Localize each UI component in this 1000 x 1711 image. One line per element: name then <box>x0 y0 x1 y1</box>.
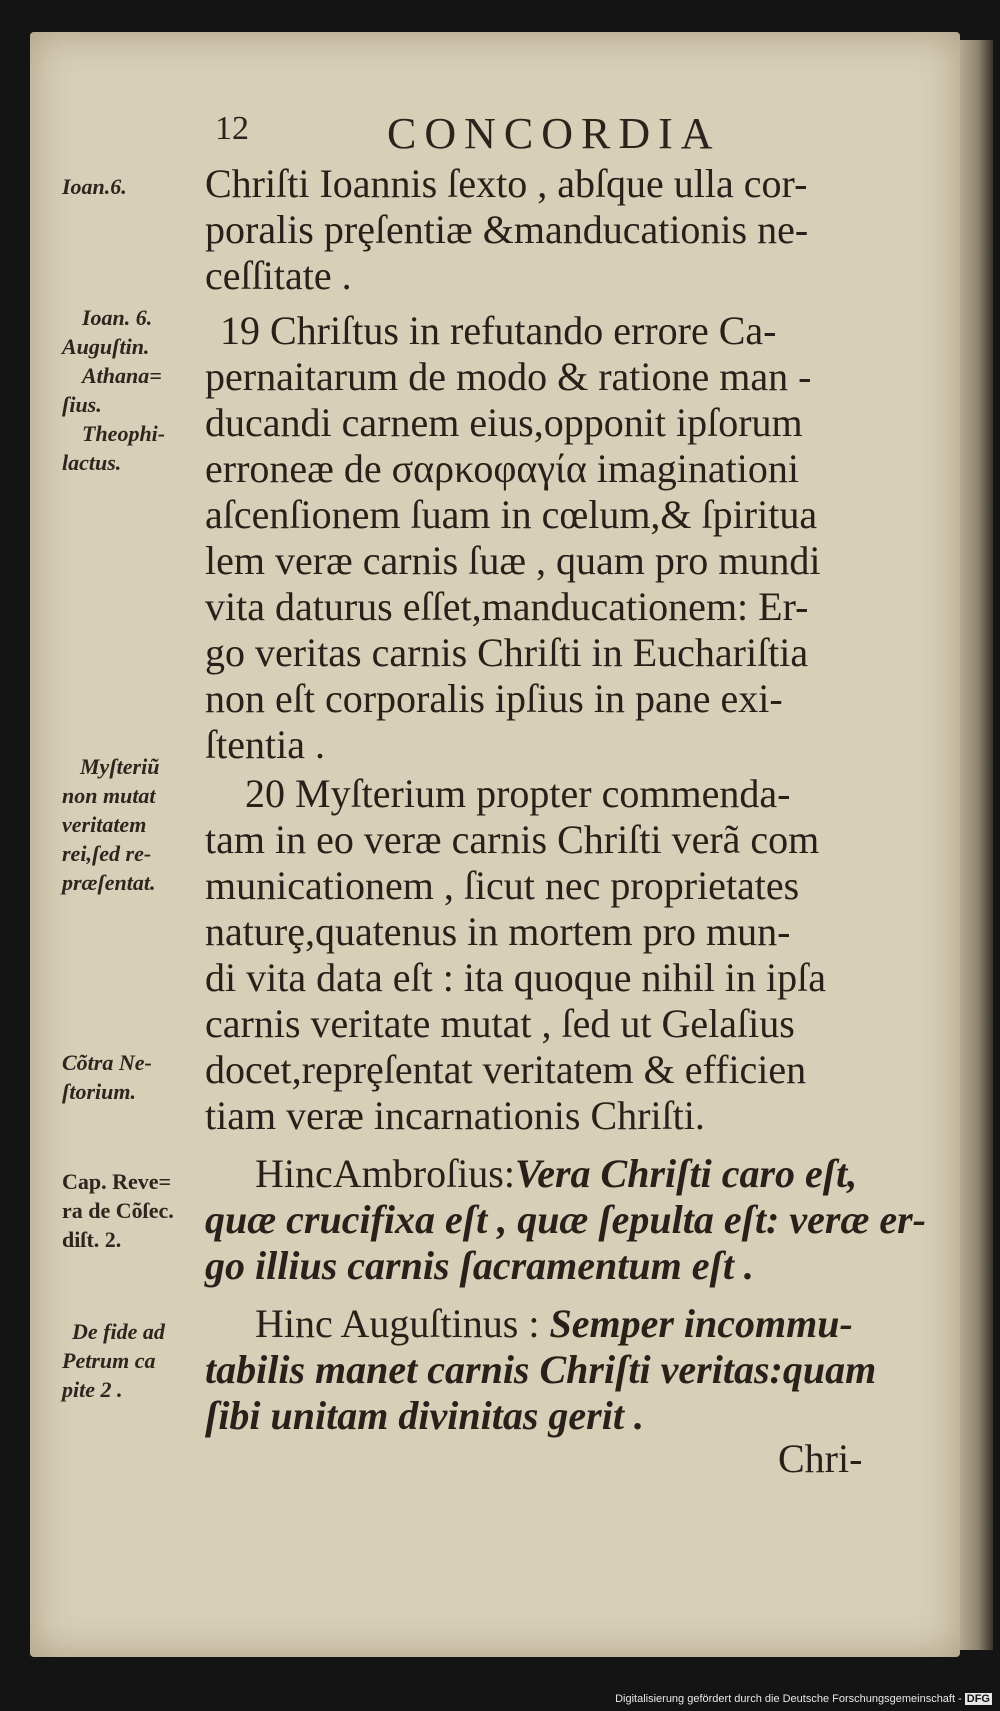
page-number: 12 <box>215 110 249 147</box>
text-line: tam in eo veræ carnis Chriſti verã com <box>205 817 820 862</box>
ambrosius-line <box>255 1150 857 1198</box>
margin-line: ſius. <box>62 392 102 417</box>
margin-line: non mutat <box>62 783 156 808</box>
text-line: di vita data eſt : ita quoque nihil in ipſa <box>205 955 826 1000</box>
text-line: erroneæ de σαρκοφαγία imaginationi <box>205 446 799 491</box>
margin-line: Petrum ca <box>62 1348 156 1373</box>
margin-line: ſtorium. <box>62 1079 136 1104</box>
text-line: go veritas carnis Chriſti in Euchariſtia <box>205 630 809 675</box>
margin-line: Auguſtin. <box>62 334 150 359</box>
margin-line: lactus. <box>62 450 122 475</box>
margin-line: Ioan. 6. <box>82 305 153 330</box>
margin-line: ra de Cõſec. <box>62 1198 174 1223</box>
text-line: pernaitarum de modo & ratione man - <box>205 354 812 399</box>
text-line: carnis veritate mutat , ſed ut Gelaſius <box>205 1001 795 1046</box>
ambrosius-lead: HincAmbroſius: <box>255 1151 515 1196</box>
ambrosius-quote: Vera Chriſti caro eſt, <box>514 1151 858 1196</box>
margin-line: Athana= <box>82 363 162 388</box>
catchword: Chri- <box>778 1436 863 1481</box>
margin-note <box>62 1167 212 1254</box>
text-line: vita daturus eſſet,manducationem: Er- <box>205 584 809 629</box>
margin-line: Theophi- <box>82 421 166 446</box>
text-line: Chriſti Ioannis ſexto , abſque ulla cor- <box>205 161 808 206</box>
augustinus-quote: tabilis manet carnis Chriſti veritas:quam <box>205 1347 877 1392</box>
margin-line: Ioan.6. <box>62 174 127 199</box>
dfg-logo: DFG <box>966 1693 990 1705</box>
credit-text: Digitalisierung gefördert durch die Deutsche Forschungsgemeinschaft - <box>615 1693 962 1705</box>
text-line: docet,reprȩſentat veritatem & efficien <box>205 1047 807 1092</box>
margin-note <box>62 1317 212 1404</box>
ambrosius-quote: quæ crucifixa eſt , quæ ſepulta eſt: veræ er- <box>205 1197 926 1242</box>
page-header <box>215 108 765 158</box>
margin-line: De fide ad <box>72 1319 165 1344</box>
text-line: naturȩ,quatenus in mortem pro mun- <box>205 909 791 954</box>
margin-line: rei,ſed re- <box>62 841 152 866</box>
margin-note <box>62 1048 212 1106</box>
ambrosius-quote: go illius carnis ſacramentum eſt . <box>205 1243 754 1288</box>
text-line: ducandi carnem eius,opponit ipſorum <box>205 400 803 445</box>
augustinus-lead: Hinc Auguſtinus : <box>255 1301 550 1346</box>
margin-line: diſt. 2. <box>62 1227 122 1252</box>
augustinus-line <box>255 1300 853 1348</box>
text-line: lem veræ carnis ſuæ , quam pro mundi <box>205 538 821 583</box>
margin-line: Cõtra Ne- <box>62 1050 152 1075</box>
text-line: aſcenſionem ſuam in cœlum,& ſpiritua <box>205 492 818 537</box>
margin-line: Myſteriũ <box>80 754 160 779</box>
page-edge <box>955 40 993 1650</box>
digitization-credit <box>615 1693 992 1705</box>
text-line: poralis prȩſentiæ &manducationis ne- <box>205 207 809 252</box>
text-line: non eſt corporalis ipſius in pane exi- <box>205 676 783 721</box>
text-line: 20 Myſterium propter commenda- <box>245 771 791 816</box>
text-line: tiam veræ incarnationis Chriſti. <box>205 1093 705 1138</box>
margin-note <box>62 172 212 201</box>
main-text <box>205 160 926 1450</box>
margin-line: præſentat. <box>62 870 156 895</box>
augustinus-quote: ſibi unitam divinitas gerit . <box>205 1393 644 1438</box>
text-line: 19 Chriſtus in refutando errore Ca- <box>220 308 777 353</box>
margin-line: Cap. Reve= <box>62 1169 172 1194</box>
margin-line: veritatem <box>62 812 147 837</box>
margin-note <box>62 303 212 477</box>
margin-line: pite 2 . <box>62 1377 123 1402</box>
running-head: CONCORDIA <box>387 109 721 158</box>
text-line: ceſſitate . <box>205 253 352 298</box>
augustinus-quote: Semper incommu- <box>549 1301 853 1346</box>
margin-note <box>62 752 212 897</box>
text-line: municationem , ſicut nec proprietates <box>205 863 800 908</box>
text-line: ſtentia . <box>205 722 325 767</box>
